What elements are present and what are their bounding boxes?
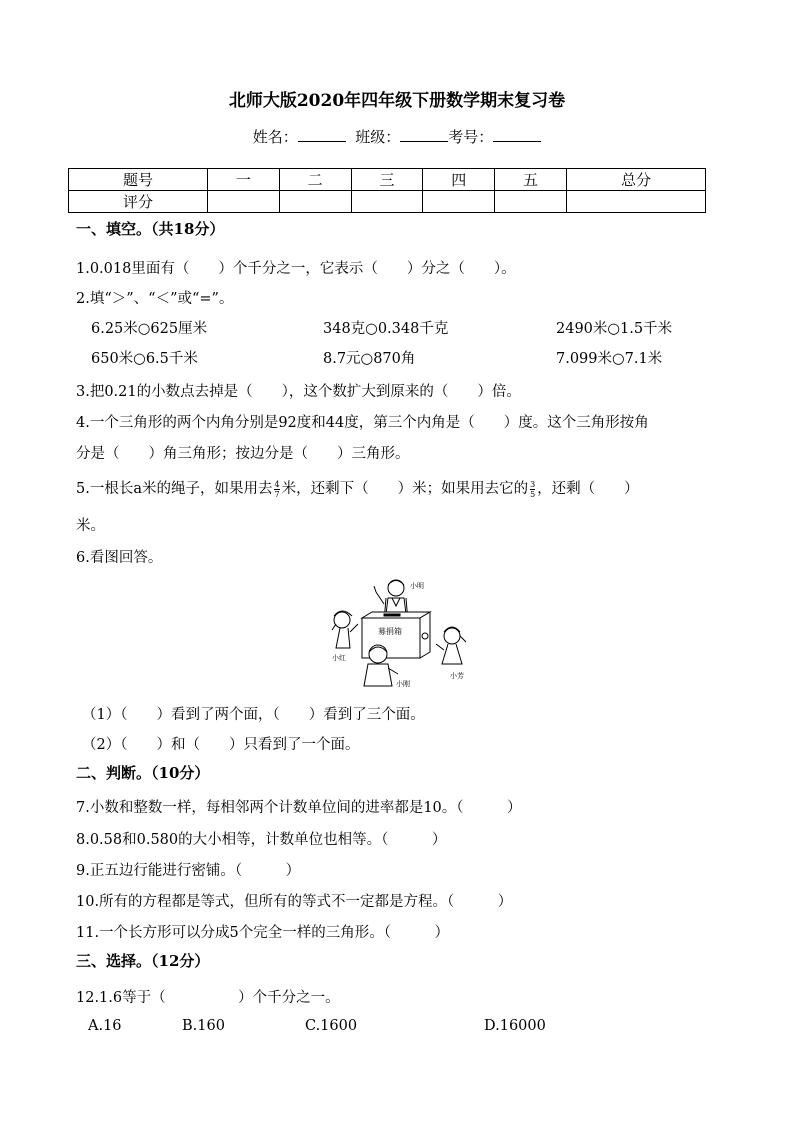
donation-box-figure xyxy=(326,574,474,694)
class-blank[interactable] xyxy=(400,127,448,142)
question-4-line2: 分是（ ）角三角形；按边分是（ ）三角形。 xyxy=(76,446,410,462)
fraction-denominator: 5 xyxy=(530,489,536,499)
compare-item: 348克○0.348千克 xyxy=(323,321,449,337)
question-2: 2.填“＞”、“＜”或“=”。 xyxy=(76,291,234,307)
section1-heading: 一、填空。（共18分） xyxy=(76,220,225,238)
question-6-sub1: （1）（ ）看到了两个面，（ ）看到了三个面。 xyxy=(82,707,425,723)
score-cell[interactable] xyxy=(351,191,423,213)
student-info xyxy=(0,126,794,147)
label-donation-box: 募捐箱 xyxy=(378,627,402,636)
q5-text-1: 5.一根长a米的绳子，如果用去 xyxy=(76,481,273,497)
score-cell[interactable] xyxy=(279,191,351,213)
question-5-line2: 米。 xyxy=(76,518,105,534)
fraction-4-7 xyxy=(274,480,279,499)
score-row-label: 评分 xyxy=(69,191,208,213)
girl-right-figure xyxy=(436,627,466,664)
question-6: 6.看图回答。 xyxy=(76,550,163,566)
question-6-sub2: （2）（ ）和（ ）只看到了一个面。 xyxy=(82,737,360,753)
section2-heading: 二、判断。（10分） xyxy=(76,764,210,782)
number-label: 考号： xyxy=(448,128,494,146)
question-12: 12.1.6等于（ ）个千分之一。 xyxy=(76,990,340,1006)
question-1: 1.0.018里面有（ ）个千分之一，它表示（ ）分之（ ）。 xyxy=(76,261,516,277)
option-a[interactable]: A.16 xyxy=(88,1018,122,1034)
question-7: 7.小数和整数一样，每相邻两个计数单位间的进率都是10。（ ） xyxy=(76,800,522,816)
question-11: 11.一个长方形可以分成5个完全一样的三角形。（ ） xyxy=(76,925,450,941)
question-4-line1: 4.一个三角形的两个内角分别是92度和44度，第三个内角是（ ）度。这个三角形按角 xyxy=(76,415,649,431)
q5-text-2: 米，还剩下（ ）米；如果用去它的 xyxy=(281,481,529,497)
name-blank[interactable] xyxy=(298,127,346,142)
score-table xyxy=(68,168,706,213)
score-header-1: 一 xyxy=(208,169,280,191)
fraction-numerator: 4 xyxy=(274,479,280,489)
score-table-score-row xyxy=(69,191,706,213)
score-header-4: 四 xyxy=(423,169,495,191)
score-header-total: 总分 xyxy=(566,169,705,191)
page-title: 北师大版2020年四年级下册数学期末复习卷 xyxy=(228,91,566,111)
compare-item: 8.7元○870角 xyxy=(323,351,416,367)
label-xiaogang: 小刚 xyxy=(396,680,410,688)
q5-text-3: ，还剩（ ） xyxy=(537,481,639,497)
girl-left-figure xyxy=(332,611,358,648)
compare-item: 650米○6.5千米 xyxy=(91,351,198,367)
option-c[interactable]: C.1600 xyxy=(305,1018,358,1034)
option-b[interactable]: B.160 xyxy=(182,1018,225,1034)
question-5 xyxy=(76,477,639,499)
score-header-2: 二 xyxy=(279,169,351,191)
label-xiaofang: 小芳 xyxy=(450,672,464,680)
question-3: 3.把0.21的小数点去掉是（ ），这个数扩大到原来的（ ）倍。 xyxy=(76,384,521,400)
number-blank[interactable] xyxy=(493,127,541,142)
compare-item: 6.25米○625厘米 xyxy=(91,321,208,337)
fraction-3-5 xyxy=(530,480,535,499)
score-table-header-row xyxy=(69,169,706,191)
score-cell[interactable] xyxy=(423,191,495,213)
section3-heading: 三、选择。（12分） xyxy=(76,952,210,970)
question-8: 8.0.58和0.580的大小相等，计数单位也相等。（ ） xyxy=(76,832,447,848)
question-10: 10.所有的方程都是等式，但所有的等式不一定都是方程。（ ） xyxy=(76,894,513,910)
compare-item: 7.099米○7.1米 xyxy=(556,351,663,367)
score-cell[interactable] xyxy=(566,191,705,213)
score-cell[interactable] xyxy=(495,191,567,213)
score-header-3: 三 xyxy=(351,169,423,191)
compare-item: 2490米○1.5千米 xyxy=(556,321,673,337)
score-header-label: 题号 xyxy=(69,169,208,191)
score-header-5: 五 xyxy=(495,169,567,191)
label-xiaohong: 小红 xyxy=(332,654,346,662)
score-cell[interactable] xyxy=(208,191,280,213)
class-label: 班级： xyxy=(355,128,401,146)
fraction-numerator: 3 xyxy=(530,479,536,489)
fraction-denominator: 7 xyxy=(274,489,280,499)
label-xiaoming: 小明 xyxy=(410,582,424,590)
question-9: 9.正五边行能进行密铺。（ ） xyxy=(76,863,301,879)
option-d[interactable]: D.16000 xyxy=(484,1018,546,1034)
name-label: 姓名： xyxy=(252,128,298,146)
